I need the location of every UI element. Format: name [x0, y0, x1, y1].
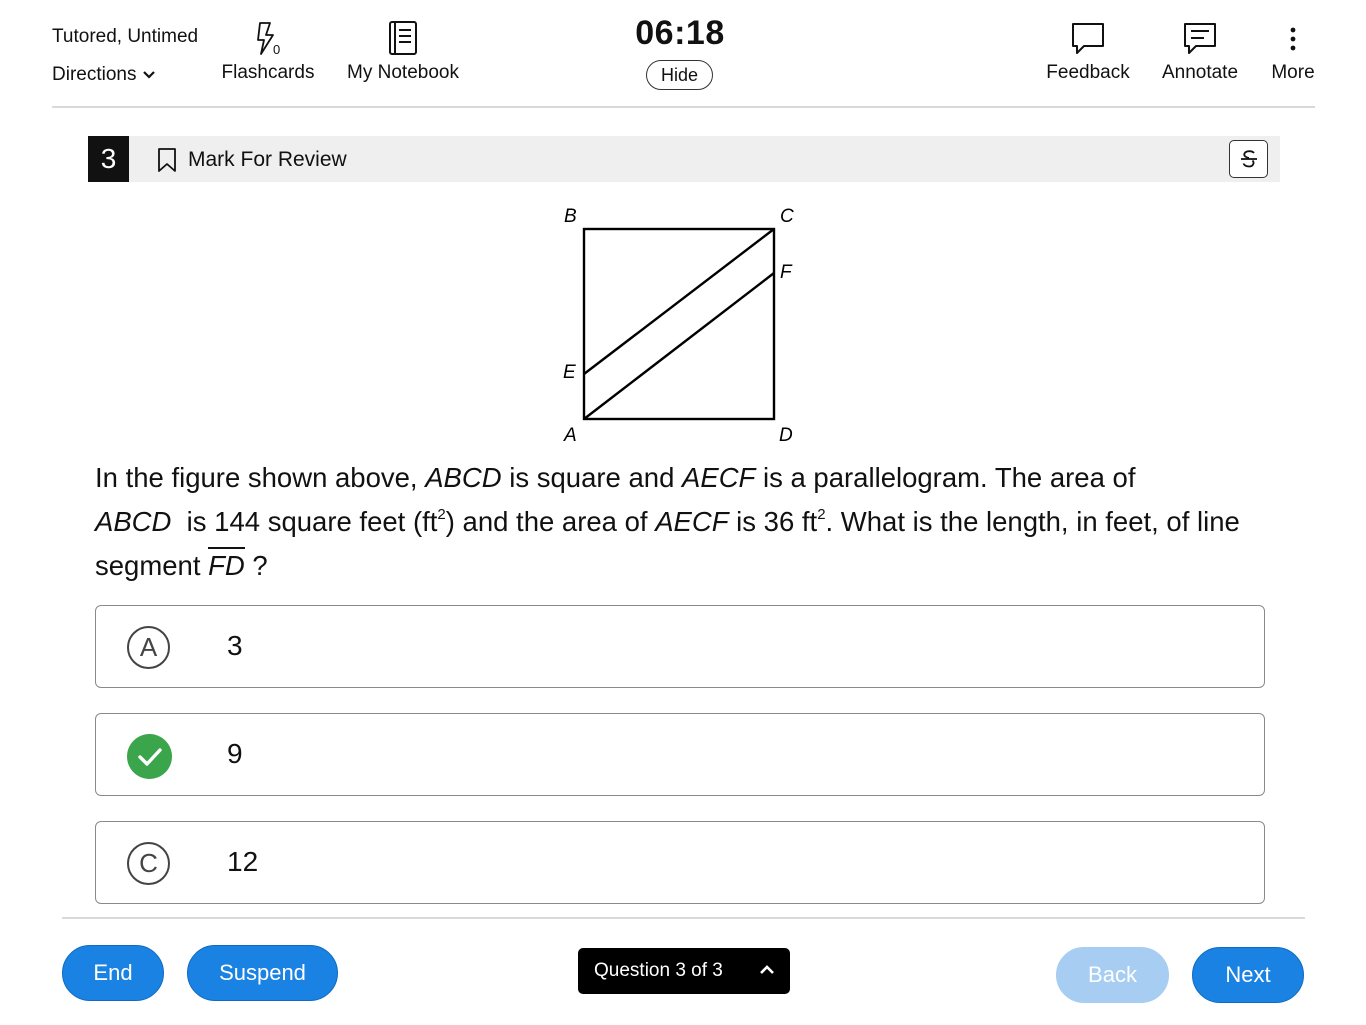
- segment-af: [584, 273, 774, 419]
- stem-math: ABCD: [95, 506, 172, 537]
- mark-for-review-button[interactable]: [156, 147, 347, 173]
- label-d: D: [779, 425, 793, 446]
- question-stem: [95, 456, 1265, 588]
- label-c: C: [780, 206, 794, 227]
- stem-text: In the figure shown above,: [95, 462, 426, 493]
- timer: 06:18: [635, 14, 725, 52]
- stem-text: is square and: [501, 462, 683, 493]
- end-button[interactable]: End: [62, 945, 164, 1001]
- segment-fd-overline: FD: [208, 547, 245, 581]
- answer-choice-a[interactable]: [95, 605, 1265, 688]
- choice-text-b: 9: [227, 738, 243, 769]
- footer-divider: [62, 917, 1305, 919]
- notebook-button[interactable]: [345, 18, 461, 84]
- lightning-icon: [248, 18, 288, 58]
- question-navigator-label: Question 3 of 3: [594, 960, 723, 981]
- choice-letter-c: C: [127, 842, 170, 885]
- choice-text-c: 12: [227, 846, 259, 877]
- stem-text: . What is the length, in feet, of line segment: [95, 506, 1240, 581]
- more-label: More: [1271, 62, 1315, 83]
- question-navigator[interactable]: [578, 948, 790, 994]
- annotate-icon: [1182, 19, 1218, 57]
- square-abcd: [584, 229, 774, 419]
- test-mode-label: Tutored, Untimed: [52, 26, 199, 47]
- stem-superscript: 2: [817, 506, 826, 523]
- label-a: A: [564, 425, 577, 446]
- choice-letter-a: A: [127, 626, 170, 669]
- stem-math: ABCD: [425, 462, 502, 493]
- stem-math: AECF: [682, 462, 756, 493]
- next-button[interactable]: Next: [1192, 947, 1304, 1003]
- label-f: F: [780, 262, 792, 283]
- notebook-label: My Notebook: [347, 62, 459, 83]
- more-vertical-icon: [1288, 19, 1298, 57]
- feedback-icon: [1070, 19, 1106, 57]
- suspend-button[interactable]: Suspend: [187, 945, 338, 1001]
- stem-superscript: 2: [437, 506, 446, 523]
- strikethrough-icon: [1238, 147, 1260, 171]
- strikethrough-tool-button[interactable]: [1229, 140, 1268, 178]
- feedback-label: Feedback: [1046, 62, 1130, 83]
- feedback-button[interactable]: [1045, 18, 1131, 84]
- question-toolbar: [88, 136, 1280, 182]
- square-parallelogram-figure: [540, 196, 830, 456]
- back-button[interactable]: Back: [1056, 947, 1169, 1003]
- flashcards-label: Flashcards: [221, 62, 315, 83]
- flashcards-count: 0: [273, 42, 281, 57]
- correct-check-icon: [127, 734, 172, 779]
- chevron-down-icon: [142, 70, 156, 80]
- hide-timer-button[interactable]: Hide: [646, 60, 713, 90]
- choice-text-a: 3: [227, 630, 243, 661]
- stem-text: is 144 square feet (ft: [171, 506, 438, 537]
- notebook-icon: [386, 19, 420, 57]
- stem-text: is 36 ft: [728, 506, 818, 537]
- answer-choice-c[interactable]: [95, 821, 1265, 904]
- annotate-label: Annotate: [1161, 62, 1239, 83]
- flashcards-button[interactable]: [221, 18, 315, 84]
- answer-choice-b[interactable]: [95, 713, 1265, 796]
- mark-for-review-label: Mark For Review: [188, 148, 347, 171]
- question-number: 3: [88, 136, 129, 182]
- header-divider: [52, 106, 1315, 108]
- label-e: E: [563, 362, 576, 383]
- annotate-button[interactable]: [1158, 18, 1242, 84]
- stem-text: is a parallelogram. The area of: [755, 462, 1136, 493]
- chevron-up-icon: [758, 961, 776, 979]
- directions-dropdown[interactable]: [52, 64, 156, 86]
- stem-math: AECF: [655, 506, 729, 537]
- stem-text: ) and the area of: [445, 506, 656, 537]
- label-b: B: [564, 206, 577, 227]
- segment-ec: [584, 229, 774, 374]
- bookmark-icon: [156, 147, 178, 173]
- more-button[interactable]: [1268, 18, 1318, 84]
- stem-text: ?: [244, 550, 268, 581]
- directions-label: Directions: [52, 64, 137, 85]
